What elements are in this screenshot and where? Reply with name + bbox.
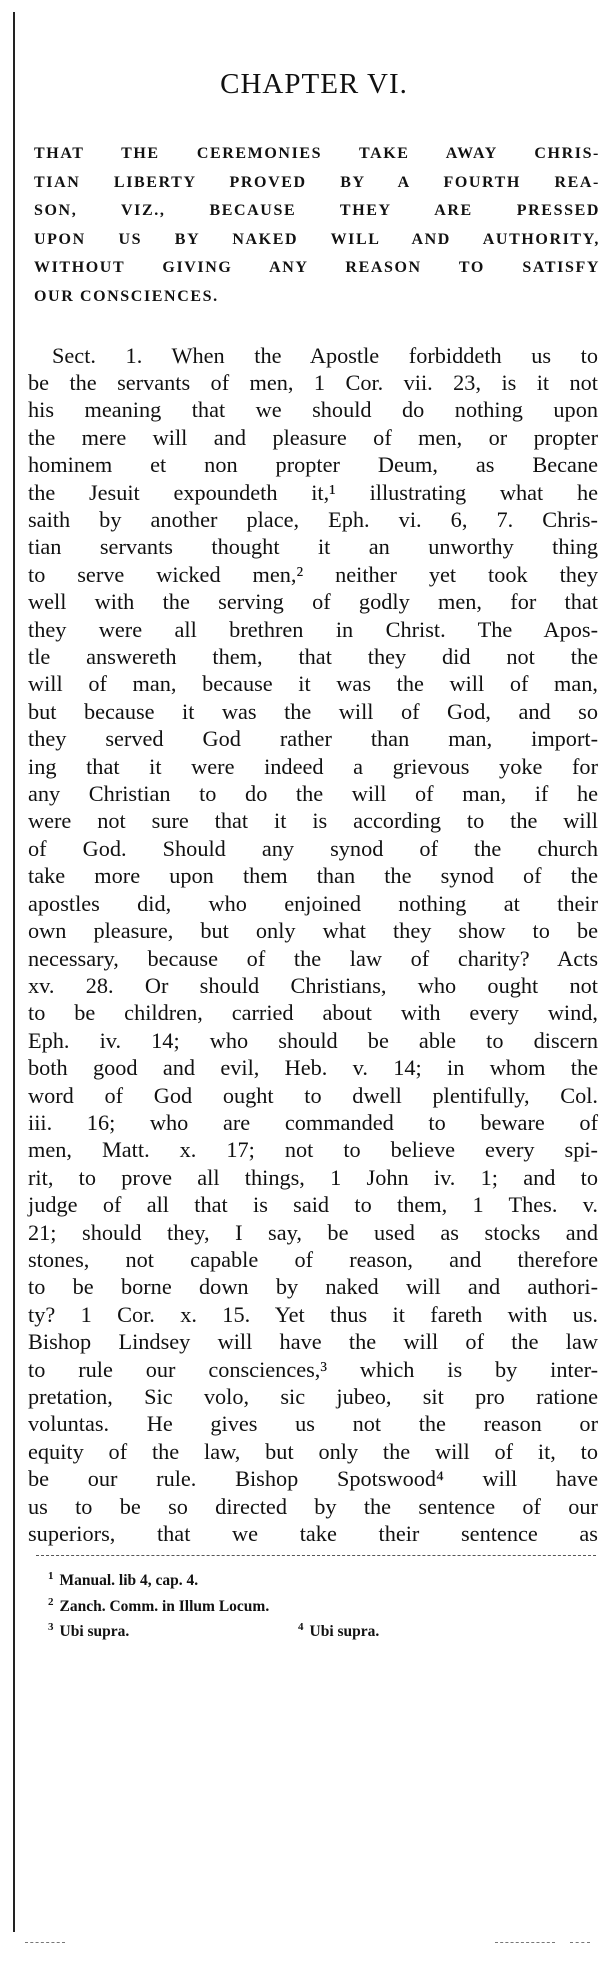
body-line: equity of the law, but only the will of it, to (28, 1438, 598, 1464)
body-line: to rule our consciences,³ which is by inter- (28, 1356, 598, 1382)
body-line: xv. 28. Or should Christians, who ought not (28, 972, 598, 998)
footnote-3: $^3$ Ubi supra. (48, 1620, 130, 1640)
footnote-rule (36, 1555, 596, 1556)
body-line: apostles did, who enjoined nothing at their (28, 890, 598, 916)
body-line: to be borne down by naked will and authori- (28, 1274, 598, 1300)
body-line: 21; should they, I say, be used as stocks and (28, 1219, 598, 1245)
body-line: Sect. 1. When the Apostle forbiddeth us to (52, 342, 598, 368)
body-line: word of God ought to dwell plentifully, Col. (28, 1082, 598, 1108)
footnote-row (48, 1617, 600, 1642)
body-line: his meaning that we should do nothing upon (28, 397, 598, 423)
page-left-border (13, 12, 15, 1932)
summary-line: THAT THE CEREMONIES TAKE AWAY CHRIS- (34, 145, 600, 162)
body-line: judge of all that is said to them, 1 Thes. v. (28, 1192, 598, 1218)
footnotes (48, 1566, 600, 1641)
footnote-4: $^4$ Ubi supra. (298, 1620, 380, 1640)
body-line: but because it was the will of God, and so (28, 698, 598, 724)
body-line: take more upon them than the synod of the (28, 863, 598, 889)
summary-line: TIAN LIBERTY PROVED BY A FOURTH REA- (34, 173, 600, 191)
body-line: ty? 1 Cor. x. 15. Yet thus it fareth with us. (28, 1301, 598, 1327)
body-line: hominem et non propter Deum, as Becane (28, 452, 598, 478)
chapter-summary (34, 140, 600, 312)
body-line: of God. Should any synod of the church (28, 835, 598, 861)
body-line: tian servants thought it an unworthy thing (28, 534, 598, 560)
body-line: necessary, because of the law of charity? Acts (28, 945, 598, 971)
chapter-title: CHAPTER VI. (220, 68, 408, 100)
body-line: well with the serving of godly men, for that (28, 589, 598, 615)
body-line: superiors, that we take their sentence as (28, 1521, 598, 1547)
body-line: the Jesuit expoundeth it,¹ illustrating what he (28, 479, 598, 505)
body-line: they served God rather than man, import- (28, 726, 598, 752)
summary-line: WITHOUT GIVING ANY REASON TO SATISFY (34, 259, 600, 277)
body-line: pretation, Sic volo, sic jubeo, sit pro ratione (28, 1384, 598, 1409)
body-line: Eph. iv. 14; who should be able to discern (28, 1027, 598, 1053)
summary-line: OUR CONSCIENCES. (34, 287, 219, 305)
body-line: own pleasure, but only what they show to be (28, 918, 598, 944)
body-text (28, 342, 598, 1548)
body-line: be our rule. Bishop Spotswood⁴ will have (28, 1466, 598, 1492)
body-line: ing that it were indeed a grievous yoke for (28, 753, 598, 779)
body-line: the mere will and pleasure of men, or propter (28, 424, 598, 450)
footnote-2: $^2$ Zanch. Comm. in Illum Locum. (48, 1595, 270, 1615)
page-bottom-marks (25, 1942, 585, 1944)
body-line: stones, not capable of reason, and therefore (28, 1246, 598, 1272)
body-line: rit, to prove all things, 1 John iv. 1; and to (28, 1164, 598, 1190)
body-line: both good and evil, Heb. v. 14; in whom the (28, 1055, 598, 1081)
document-page (28, 0, 600, 1642)
body-line: Bishop Lindsey will have the will of the law (28, 1329, 598, 1355)
body-line: us to be so directed by the sentence of our (28, 1493, 598, 1519)
body-line: to be children, carried about with every wind, (28, 1000, 598, 1026)
body-line: iii. 16; who are commanded to beware of (28, 1109, 598, 1135)
summary-line: SON, VIZ., BECAUSE THEY ARE PRESSED (34, 202, 600, 220)
body-line: men, Matt. x. 17; not to believe every spi- (28, 1137, 598, 1163)
body-line: to serve wicked men,² neither yet took they (28, 561, 598, 587)
body-line: voluntas. He gives us not the reason or (28, 1411, 598, 1437)
body-line: will of man, because it was the will of man, (28, 671, 598, 697)
body-line: were not sure that it is according to the will (28, 808, 598, 834)
body-line: they were all brethren in Christ. The Apos- (28, 616, 598, 642)
body-line: be the servants of men, 1 Cor. vii. 23, is it not (28, 369, 598, 395)
body-line: tle answereth them, that they did not the (28, 644, 598, 670)
body-line: any Christian to do the will of man, if he (28, 781, 598, 807)
body-line: saith by another place, Eph. vi. 6, 7. Chris- (28, 507, 598, 532)
footnote-1: $^1$ Manual. lib 4, cap. 4. (48, 1570, 199, 1590)
summary-line: UPON US BY NAKED WILL AND AUTHORITY, (34, 230, 600, 248)
